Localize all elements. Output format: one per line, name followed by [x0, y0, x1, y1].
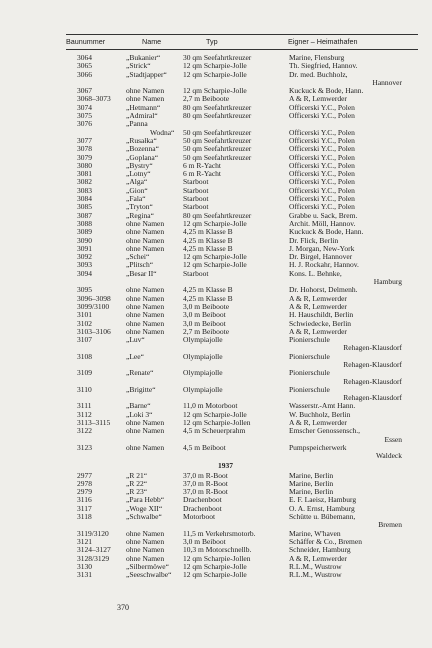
cell-name: „Stadtjapper“	[126, 69, 167, 79]
cell-baunummer: 3111	[77, 401, 92, 411]
cell-eigner: R.L.M., Wustrow	[289, 570, 342, 580]
cell-typ: Drachenboot	[183, 495, 222, 505]
cell-eigner-continuation: Waldeck	[375, 451, 402, 461]
cell-name: „Renate“	[126, 368, 154, 378]
cell-baunummer: 3093	[77, 260, 92, 270]
cell-typ: 2,7 m Beiboote	[183, 326, 230, 336]
cell-baunummer: 3089	[77, 227, 92, 237]
cell-name: ohne Namen	[126, 553, 165, 563]
cell-baunummer: 3085	[77, 202, 92, 212]
cell-name: „Woge XII“	[126, 503, 163, 513]
cell-baunummer: 3095	[77, 285, 92, 295]
cell-eigner: Dr. Birgel, Hannover	[289, 252, 353, 262]
cell-typ: 10,3 m Motorschnellb.	[183, 545, 252, 555]
cell-eigner: Wasserstr.-Amt Hann.	[289, 401, 356, 411]
table-row	[0, 505, 432, 513]
cell-baunummer: 3096–3098	[77, 293, 111, 303]
cell-eigner: Pionierschule	[289, 368, 330, 378]
cell-baunummer: 3091	[77, 243, 92, 253]
cell-typ: Starboot	[183, 185, 209, 195]
cell-eigner: A & R, Lemwerder	[289, 301, 347, 311]
cell-baunummer: 3118	[77, 512, 92, 522]
cell-typ: 12 qm Scharpie-Jolle	[183, 561, 247, 571]
cell-typ: 4,5 m Beiboot	[183, 442, 226, 452]
cell-name: „Rusałka“	[126, 135, 157, 145]
cell-eigner: R.L.M., Wustrow	[289, 561, 342, 571]
cell-typ: 4,25 m Klasse B	[183, 243, 233, 253]
cell-baunummer: 3123	[77, 442, 92, 452]
cell-typ: 12 qm Scharpie-Jolle	[183, 260, 247, 270]
cell-baunummer: 2977	[77, 470, 92, 480]
cell-eigner-continuation: Hannover	[372, 77, 402, 87]
header-name: Name	[142, 37, 162, 46]
cell-eigner: Officerski Y.C., Polen	[289, 185, 355, 195]
cell-typ: 12 qm Scharpie-Jolle	[183, 252, 247, 262]
cell-baunummer: 3117	[77, 503, 92, 513]
cell-baunummer: 2978	[77, 478, 92, 488]
cell-name: Wodna“	[150, 127, 175, 137]
cell-typ: 50 qm Seefahrtkreuzer	[183, 144, 252, 154]
cell-eigner: Officerski Y.C., Polen	[289, 169, 355, 179]
cell-typ: Starboot	[183, 194, 209, 204]
cell-name: ohne Namen	[126, 310, 165, 320]
cell-baunummer: 3102	[77, 318, 92, 328]
cell-name: „Schei“	[126, 252, 150, 262]
cell-name: „Loki 3“	[126, 409, 153, 419]
cell-eigner-continuation: Essen	[384, 434, 402, 444]
cell-eigner: Pionierschule	[289, 351, 330, 361]
cell-name: „Lee“	[126, 351, 144, 361]
cell-typ: 37,0 m R-Boot	[183, 470, 228, 480]
cell-baunummer: 3109	[77, 368, 92, 378]
cell-name: ohne Namen	[126, 442, 165, 452]
cell-eigner-continuation: Hamburg	[373, 277, 402, 287]
cell-name: ohne Namen	[126, 227, 165, 237]
cell-name: „R 21“	[126, 470, 148, 480]
cell-eigner: J. Morgan, New-York	[289, 243, 355, 253]
cell-typ: 80 qm Seefahrtkreuzer	[183, 210, 252, 220]
cell-baunummer: 3094	[77, 268, 92, 278]
cell-typ: 3,0 m Beiboote	[183, 301, 230, 311]
cell-eigner: Officerski Y.C., Polen	[289, 177, 355, 187]
cell-typ: 80 qm Seefahrtkreuzer	[183, 102, 252, 112]
cell-typ: 12 qm Scharpie-Jolle	[183, 69, 247, 79]
cell-eigner: Officerski Y.C., Polen	[289, 127, 355, 137]
cell-baunummer: 3092	[77, 252, 92, 262]
cell-eigner: Officerski Y.C., Polen	[289, 111, 355, 121]
table-row	[0, 170, 432, 178]
page-number: 370	[117, 603, 129, 612]
cell-baunummer: 3116	[77, 495, 92, 505]
table-row	[0, 112, 432, 120]
cell-name: „Panna	[126, 119, 148, 129]
cell-eigner: Kuckuck & Bode, Hann.	[289, 86, 364, 96]
cell-baunummer: 3080	[77, 160, 92, 170]
cell-baunummer: 3074	[77, 102, 92, 112]
cell-name: „Lotny“	[126, 169, 151, 179]
header-typ: Typ	[206, 37, 218, 46]
cell-typ: Olympiajolle	[183, 384, 223, 394]
cell-baunummer: 3067	[77, 86, 92, 96]
cell-baunummer: 3107	[77, 335, 92, 345]
table-row	[0, 71, 432, 79]
cell-eigner: Officerski Y.C., Polen	[289, 152, 355, 162]
cell-baunummer: 3066	[77, 69, 92, 79]
cell-name: „Admiral“	[126, 111, 158, 121]
cell-name: „Bukanier“	[126, 53, 161, 62]
cell-eigner: Schäffer & Co., Bremen	[289, 536, 362, 546]
cell-name: „Seeschwalbe“	[126, 570, 172, 580]
cell-baunummer: 3078	[77, 144, 92, 154]
cell-eigner: Schütte u. Bübemann,	[289, 512, 356, 522]
cell-name: „Barne“	[126, 401, 151, 411]
cell-typ: 4,25 m Klasse B	[183, 293, 233, 303]
cell-eigner-continuation: Rehagen-Klausdorf	[343, 359, 402, 369]
header-baunummer: Baunummer	[66, 37, 106, 46]
cell-eigner: H. Hauschildt, Berlin	[289, 310, 354, 320]
cell-baunummer: 3124–3127	[77, 545, 111, 555]
cell-eigner: Schneider, Hamburg	[289, 545, 351, 555]
cell-name: ohne Namen	[126, 218, 165, 228]
cell-name: ohne Namen	[126, 318, 165, 328]
cell-eigner: A & R, Lemwerder	[289, 326, 347, 336]
cell-name: ohne Namen	[126, 243, 165, 253]
cell-baunummer: 3064	[77, 53, 92, 62]
cell-baunummer: 3088	[77, 218, 92, 228]
cell-name: „Tryton“	[126, 202, 153, 212]
cell-name: „Hetmann“	[126, 102, 161, 112]
cell-name: ohne Namen	[126, 235, 165, 245]
table-row	[0, 513, 432, 521]
cell-baunummer: 3101	[77, 310, 92, 320]
cell-baunummer: 3113–3115	[77, 418, 111, 428]
cell-typ: 12 qm Scharpie-Jollen	[183, 553, 251, 563]
cell-typ: 4,25 m Klasse B	[183, 227, 233, 237]
cell-typ: 12 qm Scharpie-Jolle	[183, 570, 247, 580]
cell-name: ohne Namen	[126, 418, 165, 428]
cell-typ: 80 qm Seefahrtkreuzer	[183, 111, 252, 121]
cell-typ: Olympiajolle	[183, 351, 223, 361]
cell-baunummer: 3068–3073	[77, 94, 111, 104]
table-row	[0, 187, 432, 195]
cell-baunummer: 3082	[77, 177, 92, 187]
cell-name: „Plitsch“	[126, 260, 154, 270]
cell-name: „Luv“	[126, 335, 145, 345]
cell-typ: 12 qm Scharpie-Jolle	[183, 61, 247, 71]
cell-typ: 12 qm Scharpie-Jolle	[183, 218, 247, 228]
cell-typ: Starboot	[183, 268, 209, 278]
cell-typ: 11,0 m Motorboot	[183, 401, 238, 411]
cell-eigner: Officerski Y.C., Polen	[289, 160, 355, 170]
table-row	[0, 178, 432, 186]
cell-eigner: E. F. Laeisz, Hamburg	[289, 495, 357, 505]
cell-typ: 4,5 m Scheuerprahm	[183, 426, 246, 436]
cell-eigner: Officerski Y.C., Polen	[289, 194, 355, 204]
cell-eigner-continuation: Rehagen-Klausdorf	[343, 376, 402, 386]
cell-name: „Gion“	[126, 185, 148, 195]
cell-typ: 12 qm Scharpie-Jollen	[183, 418, 251, 428]
cell-name: „R 23“	[126, 487, 148, 497]
cell-typ: 4,25 m Klasse B	[183, 235, 233, 245]
cell-eigner: Grabbe u. Sack, Brem.	[289, 210, 358, 220]
cell-name: „Para Hebb“	[126, 495, 165, 505]
cell-name: ohne Namen	[126, 94, 165, 104]
cell-eigner: Officerski Y.C., Polen	[289, 102, 355, 112]
cell-baunummer: 3099/3100	[77, 301, 110, 311]
cell-name: ohne Namen	[126, 86, 165, 96]
table-body	[0, 54, 432, 579]
cell-name: „Silbermöwe“	[126, 561, 169, 571]
cell-baunummer: 3065	[77, 61, 92, 71]
cell-eigner: A & R, Lemwerder	[289, 553, 347, 563]
cell-name: ohne Namen	[126, 285, 165, 295]
cell-typ: 12 qm Scharpie-Jolle	[183, 86, 247, 96]
cell-eigner: Dr. Hohorst, Delmenh.	[289, 285, 358, 295]
cell-baunummer: 3077	[77, 135, 92, 145]
cell-name: ohne Namen	[126, 326, 165, 336]
cell-typ: 12 qm Scharpie-Jolle	[183, 409, 247, 419]
table-header	[66, 34, 418, 50]
cell-eigner: Pionierschule	[289, 335, 330, 345]
cell-eigner: Marine, W'haven	[289, 528, 341, 538]
cell-typ: 4,25 m Klasse B	[183, 285, 233, 295]
cell-baunummer: 3128/3129	[77, 553, 110, 563]
cell-eigner: Kons. L. Behnke,	[289, 268, 342, 278]
cell-baunummer: 3121	[77, 536, 92, 546]
cell-name: ohne Namen	[126, 301, 165, 311]
cell-baunummer: 3110	[77, 384, 92, 394]
cell-baunummer: 3122	[77, 426, 92, 436]
cell-eigner: Dr. Flick, Berlin	[289, 235, 339, 245]
cell-name: ohne Namen	[126, 536, 165, 546]
cell-name: ohne Namen	[126, 528, 165, 538]
cell-eigner: Schwiedecke, Berlin	[289, 318, 352, 328]
table-row	[0, 444, 432, 452]
cell-eigner: Archit. Möll, Hannov.	[289, 218, 356, 228]
cell-name: „Schwalbe“	[126, 512, 162, 522]
cell-typ: Drachenboot	[183, 503, 222, 513]
cell-eigner-continuation: Bremen	[378, 520, 402, 530]
cell-eigner: Officerski Y.C., Polen	[289, 202, 355, 212]
cell-name: ohne Namen	[126, 545, 165, 555]
cell-typ: 3,0 m Beiboot	[183, 310, 226, 320]
cell-eigner: W. Buchholz, Berlin	[289, 409, 351, 419]
cell-baunummer: 2979	[77, 487, 92, 497]
cell-baunummer: 3103–3106	[77, 326, 111, 336]
table-row	[0, 427, 432, 435]
cell-baunummer: 3112	[77, 409, 92, 419]
cell-typ: 37,0 m R-Boot	[183, 487, 228, 497]
cell-eigner: O. A. Ernst, Hamburg	[289, 503, 355, 513]
cell-baunummer: 3090	[77, 235, 92, 245]
cell-name: „R 22“	[126, 478, 148, 488]
cell-eigner: Marine, Berlin	[289, 487, 334, 497]
cell-eigner-continuation: Rehagen-Klausdorf	[343, 343, 402, 353]
cell-name: ohne Namen	[126, 293, 165, 303]
cell-eigner: Officerski Y.C., Polen	[289, 135, 355, 145]
year-label: 1937	[218, 460, 233, 470]
cell-eigner: Emscher Genossensch.,	[289, 426, 361, 436]
cell-typ: 50 qm Seefahrtkreuzer	[183, 135, 252, 145]
cell-name: „Alga“	[126, 177, 148, 187]
cell-baunummer: 3081	[77, 169, 92, 179]
cell-baunummer: 3084	[77, 194, 92, 204]
cell-typ: 11,5 m Verkehrsmotorb.	[183, 528, 256, 538]
cell-baunummer: 3108	[77, 351, 92, 361]
cell-eigner: Marine, Flensburg	[289, 53, 345, 62]
cell-typ: 37,0 m R-Boot	[183, 478, 228, 488]
cell-typ: Starboot	[183, 177, 209, 187]
cell-typ: 50 qm Seefahrtkreuzer	[183, 127, 252, 137]
cell-baunummer: 3087	[77, 210, 92, 220]
table-row	[0, 261, 432, 269]
cell-eigner: A & R, Lemwerder	[289, 293, 347, 303]
cell-eigner: Pionierschule	[289, 384, 330, 394]
cell-eigner: H. J. Rockahr, Hannov.	[289, 260, 359, 270]
table-row	[0, 571, 432, 579]
cell-eigner: A & R, Lemwerder	[289, 94, 347, 104]
cell-eigner: A & R, Lemwerder	[289, 418, 347, 428]
cell-name: ohne Namen	[126, 426, 165, 436]
cell-name: „Brigitte“	[126, 384, 156, 394]
table-row-continuation	[0, 452, 432, 460]
cell-name: „Bozenna“	[126, 144, 159, 154]
cell-typ: 3,0 m Beiboot	[183, 318, 226, 328]
cell-baunummer: 3130	[77, 561, 92, 571]
cell-baunummer: 3083	[77, 185, 92, 195]
cell-name: „Fala“	[126, 194, 146, 204]
cell-eigner: Marine, Berlin	[289, 478, 334, 488]
cell-baunummer: 3131	[77, 570, 92, 580]
cell-baunummer: 3119/3120	[77, 528, 109, 538]
cell-baunummer: 3076	[77, 119, 92, 129]
cell-eigner: Th. Siegfried, Hannov.	[289, 61, 358, 71]
cell-eigner: Pumpspeicherwerk	[289, 442, 347, 452]
cell-eigner: Dr. med. Buchholz,	[289, 69, 348, 79]
header-eigner: Eigner – Heimathafen	[288, 37, 358, 46]
cell-typ: 6 m R-Yacht	[183, 160, 221, 170]
cell-baunummer: 3079	[77, 152, 92, 162]
cell-typ: Olympiajolle	[183, 335, 223, 345]
year-heading	[0, 461, 432, 472]
cell-typ: 6 m R-Yacht	[183, 169, 221, 179]
cell-typ: Starboot	[183, 202, 209, 212]
cell-name: „Strick“	[126, 61, 151, 71]
cell-name: „Regina“	[126, 210, 154, 220]
cell-eigner: Marine, Berlin	[289, 470, 334, 480]
cell-typ: 2,7 m Beiboote	[183, 94, 230, 104]
cell-name: „Bystry“	[126, 160, 153, 170]
cell-name: „Besar II“	[126, 268, 157, 278]
cell-typ: 50 qm Seefahrtkreuzer	[183, 152, 252, 162]
cell-typ: Motorboot	[183, 512, 216, 522]
table-row	[0, 270, 432, 278]
cell-typ: Olympiajolle	[183, 368, 223, 378]
cell-eigner: Officerski Y.C., Polen	[289, 144, 355, 154]
cell-name: „Goplana“	[126, 152, 159, 162]
cell-eigner-continuation: Rehagen-Klausdorf	[343, 393, 402, 403]
cell-eigner: Kuckuck & Bode, Hann.	[289, 227, 364, 237]
cell-baunummer: 3075	[77, 111, 92, 121]
cell-typ: 3,0 m Beiboot	[183, 536, 226, 546]
cell-typ: 30 qm Seefahrtkreuzer	[183, 53, 252, 62]
table-row	[0, 195, 432, 203]
